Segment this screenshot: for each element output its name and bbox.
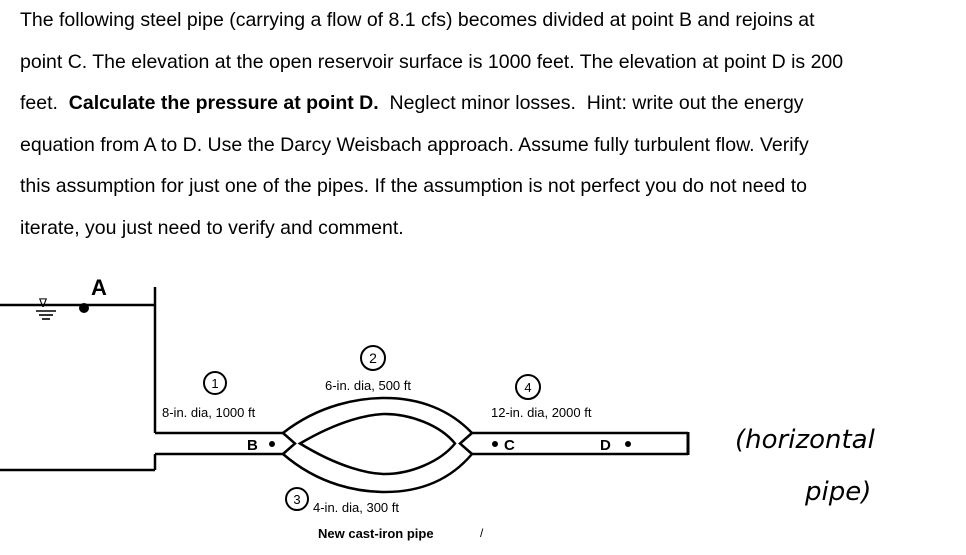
stray-mark: / bbox=[480, 526, 484, 540]
pipe-1-number: 1 bbox=[211, 376, 219, 391]
pipe-2-label: 6-in. dia, 500 ft bbox=[325, 378, 411, 393]
reservoir bbox=[0, 287, 155, 470]
point-a-label: A bbox=[91, 275, 107, 300]
problem-line-6: iterate, you just need to verify and comment. bbox=[20, 216, 404, 239]
problem-statement bbox=[20, 0, 950, 249]
problem-line-1: The following steel pipe (carrying a flow of 8.1 cfs) becomes divided at point B and rejoins at bbox=[20, 9, 815, 31]
svg-text:∇: ∇ bbox=[39, 296, 48, 310]
point-c-marker bbox=[492, 441, 498, 447]
pipe-3-number: 3 bbox=[293, 492, 301, 507]
problem-line-5: this assumption for just one of the pipes. If the assumption is not perfect you do not need to bbox=[20, 175, 807, 197]
point-a-marker bbox=[79, 303, 89, 313]
pipe-split bbox=[283, 398, 472, 492]
point-b-marker bbox=[269, 441, 275, 447]
handwritten-note-line-2: pipe) bbox=[805, 477, 872, 507]
problem-line-2: point C. The elevation at the open reservoir surface is 1000 feet. The elevation at point D is 200 bbox=[20, 50, 844, 73]
pipe-diagram bbox=[0, 255, 966, 555]
pipe-4-number: 4 bbox=[524, 380, 532, 395]
pipe-2-number: 2 bbox=[369, 350, 377, 366]
water-surface-icon bbox=[36, 296, 56, 319]
pipe-3-label: 4-in. dia, 300 ft bbox=[313, 500, 399, 515]
pipe-1-label: 8-in. dia, 1000 ft bbox=[162, 405, 256, 420]
problem-line-4: equation from A to D. Use the Darcy Weisbach approach. Assume fully turbulent flow. Verify bbox=[20, 133, 809, 156]
bold-instruction: Calculate the pressure at point D. bbox=[68, 92, 379, 114]
pipe-material-note: New cast-iron pipe bbox=[318, 526, 434, 541]
pipe-1 bbox=[155, 305, 283, 470]
handwritten-note-line-1: (horizontal bbox=[735, 425, 875, 455]
point-c-label: C bbox=[504, 437, 515, 454]
point-b-label: B bbox=[247, 437, 258, 454]
point-d-label: D bbox=[600, 437, 611, 454]
point-d-marker bbox=[625, 441, 631, 447]
pipe-4-label: 12-in. dia, 2000 ft bbox=[491, 405, 592, 420]
problem-line-3: feet. Calculate the pressure at point D. Neglect minor losses. Hint: write out the energy bbox=[20, 92, 804, 114]
